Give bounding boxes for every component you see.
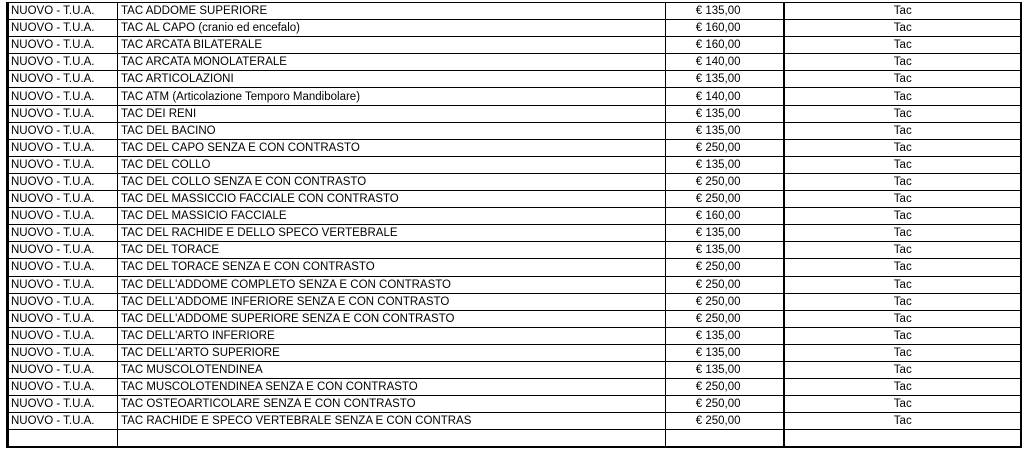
type-cell[interactable]: Tac [784,20,1021,37]
exam-name-cell[interactable]: TAC DEL MASSICCIO FACCIALE CON CONTRASTO [118,191,666,208]
price-cell[interactable]: € 160,00 [666,37,784,54]
table-row [9,173,1021,190]
table-body [9,3,1021,448]
table-row [9,259,1021,276]
table-row [9,242,1021,259]
type-cell[interactable]: Tac [784,88,1021,105]
category-cell[interactable]: NUOVO - T.U.A. [9,413,118,430]
type-cell[interactable]: Tac [784,242,1021,259]
category-cell[interactable]: NUOVO - T.U.A. [9,3,118,20]
exam-name-cell[interactable]: TAC MUSCOLOTENDINEA SENZA E CON CONTRASTO [118,379,666,396]
type-cell[interactable]: Tac [784,3,1021,20]
spreadsheet [6,2,1022,448]
category-cell[interactable]: NUOVO - T.U.A. [9,54,118,71]
category-cell[interactable]: NUOVO - T.U.A. [9,88,118,105]
category-cell[interactable]: NUOVO - T.U.A. [9,71,118,88]
exam-name-cell[interactable]: TAC DELL'ARTO INFERIORE [118,327,666,344]
price-cell[interactable]: € 135,00 [666,242,784,259]
price-cell[interactable]: € 250,00 [666,293,784,310]
exam-name-cell[interactable]: TAC DEL TORACE SENZA E CON CONTRASTO [118,259,666,276]
table-row [9,225,1021,242]
exam-name-cell[interactable]: TAC DEL BACINO [118,122,666,139]
price-cell[interactable]: € 135,00 [666,3,784,20]
empty-cell[interactable] [118,430,666,448]
table-row [9,3,1021,20]
table-row [9,20,1021,37]
table-row [9,191,1021,208]
table-row [9,310,1021,327]
table-row [9,413,1021,430]
table-row [9,88,1021,105]
price-cell[interactable]: € 135,00 [666,327,784,344]
table-row [9,156,1021,173]
exam-name-cell[interactable]: TAC DELL'ADDOME INFERIORE SENZA E CON CONTRASTO [118,293,666,310]
price-cell[interactable]: € 135,00 [666,361,784,378]
category-cell[interactable]: NUOVO - T.U.A. [9,242,118,259]
price-cell[interactable]: € 250,00 [666,396,784,413]
category-cell[interactable]: NUOVO - T.U.A. [9,139,118,156]
category-cell[interactable]: NUOVO - T.U.A. [9,225,118,242]
exam-name-cell[interactable]: TAC DELL'ARTO SUPERIORE [118,344,666,361]
category-cell[interactable]: NUOVO - T.U.A. [9,259,118,276]
category-cell[interactable]: NUOVO - T.U.A. [9,344,118,361]
price-cell[interactable]: € 250,00 [666,276,784,293]
price-cell[interactable]: € 135,00 [666,122,784,139]
type-cell[interactable]: Tac [784,37,1021,54]
exam-name-cell[interactable]: TAC DEL COLLO SENZA E CON CONTRASTO [118,173,666,190]
category-cell[interactable]: NUOVO - T.U.A. [9,310,118,327]
price-cell[interactable]: € 135,00 [666,156,784,173]
price-cell[interactable]: € 250,00 [666,379,784,396]
price-cell[interactable]: € 250,00 [666,413,784,430]
category-cell[interactable]: NUOVO - T.U.A. [9,191,118,208]
type-cell[interactable]: Tac [784,71,1021,88]
empty-cell[interactable] [9,430,118,448]
exam-name-cell[interactable]: TAC OSTEOARTICOLARE SENZA E CON CONTRASTO [118,396,666,413]
table-row [9,71,1021,88]
table-row [9,396,1021,413]
price-cell[interactable]: € 250,00 [666,173,784,190]
price-cell[interactable]: € 160,00 [666,208,784,225]
exam-name-cell[interactable]: TAC DEL TORACE [118,242,666,259]
exam-name-cell[interactable]: TAC DELL'ADDOME SUPERIORE SENZA E CON CONTRASTO [118,310,666,327]
exam-name-cell[interactable]: TAC DEL MASSICIO FACCIALE [118,208,666,225]
price-cell[interactable]: € 135,00 [666,71,784,88]
type-cell[interactable]: Tac [784,139,1021,156]
category-cell[interactable]: NUOVO - T.U.A. [9,37,118,54]
type-cell[interactable]: Tac [784,208,1021,225]
price-table [8,2,1021,448]
type-cell[interactable]: Tac [784,191,1021,208]
type-cell[interactable]: Tac [784,327,1021,344]
exam-name-cell[interactable]: TAC MUSCOLOTENDINEA [118,361,666,378]
type-cell[interactable]: Tac [784,361,1021,378]
price-cell[interactable]: € 160,00 [666,20,784,37]
exam-name-cell[interactable]: TAC DEL CAPO SENZA E CON CONTRASTO [118,139,666,156]
empty-cell[interactable] [784,430,1021,448]
price-cell[interactable]: € 250,00 [666,191,784,208]
type-cell[interactable]: Tac [784,156,1021,173]
category-cell[interactable]: NUOVO - T.U.A. [9,105,118,122]
price-cell[interactable]: € 250,00 [666,259,784,276]
type-cell[interactable]: Tac [784,413,1021,430]
price-cell[interactable]: € 135,00 [666,225,784,242]
price-cell[interactable]: € 250,00 [666,139,784,156]
category-cell[interactable]: NUOVO - T.U.A. [9,293,118,310]
table-row [9,208,1021,225]
category-cell[interactable]: NUOVO - T.U.A. [9,156,118,173]
exam-name-cell[interactable]: TAC ARCATA MONOLATERALE [118,54,666,71]
type-cell[interactable]: Tac [784,310,1021,327]
exam-name-cell[interactable]: TAC DEL RACHIDE E DELLO SPECO VERTEBRALE [118,225,666,242]
category-cell[interactable]: NUOVO - T.U.A. [9,122,118,139]
category-cell[interactable]: NUOVO - T.U.A. [9,276,118,293]
category-cell[interactable]: NUOVO - T.U.A. [9,173,118,190]
category-cell[interactable]: NUOVO - T.U.A. [9,379,118,396]
price-cell[interactable]: € 135,00 [666,344,784,361]
type-cell[interactable]: Tac [784,344,1021,361]
table-row [9,344,1021,361]
type-cell[interactable]: Tac [784,173,1021,190]
type-cell[interactable]: Tac [784,396,1021,413]
type-cell[interactable]: Tac [784,122,1021,139]
category-cell[interactable]: NUOVO - T.U.A. [9,396,118,413]
category-cell[interactable]: NUOVO - T.U.A. [9,327,118,344]
price-cell[interactable]: € 250,00 [666,310,784,327]
table-row [9,276,1021,293]
exam-name-cell[interactable]: TAC ARCATA BILATERALE [118,37,666,54]
table-row [9,361,1021,378]
table-row [9,105,1021,122]
empty-row [9,430,1021,448]
category-cell[interactable]: NUOVO - T.U.A. [9,20,118,37]
exam-name-cell[interactable]: TAC ARTICOLAZIONI [118,71,666,88]
type-cell[interactable]: Tac [784,379,1021,396]
price-cell[interactable]: € 140,00 [666,54,784,71]
exam-name-cell[interactable]: TAC DEL COLLO [118,156,666,173]
table-row [9,379,1021,396]
empty-cell[interactable] [666,430,784,448]
type-cell[interactable]: Tac [784,276,1021,293]
table-row [9,293,1021,310]
exam-name-cell[interactable]: TAC RACHIDE E SPECO VERTEBRALE SENZA E CON CONTRAS [118,413,666,430]
table-row [9,122,1021,139]
type-cell[interactable]: Tac [784,225,1021,242]
category-cell[interactable]: NUOVO - T.U.A. [9,361,118,378]
exam-name-cell[interactable]: TAC DELL'ADDOME COMPLETO SENZA E CON CONTRASTO [118,276,666,293]
exam-name-cell[interactable]: TAC ATM (Articolazione Temporo Mandibolare) [118,88,666,105]
table-row [9,327,1021,344]
exam-name-cell[interactable]: TAC ADDOME SUPERIORE [118,3,666,20]
category-cell[interactable]: NUOVO - T.U.A. [9,208,118,225]
price-cell[interactable]: € 135,00 [666,105,784,122]
exam-name-cell[interactable]: TAC DEI RENI [118,105,666,122]
table-row [9,139,1021,156]
price-cell[interactable]: € 140,00 [666,88,784,105]
type-cell[interactable]: Tac [784,293,1021,310]
table-row [9,37,1021,54]
table-row [9,54,1021,71]
type-cell[interactable]: Tac [784,259,1021,276]
exam-name-cell[interactable]: TAC AL CAPO (cranio ed encefalo) [118,20,666,37]
type-cell[interactable]: Tac [784,54,1021,71]
type-cell[interactable]: Tac [784,105,1021,122]
